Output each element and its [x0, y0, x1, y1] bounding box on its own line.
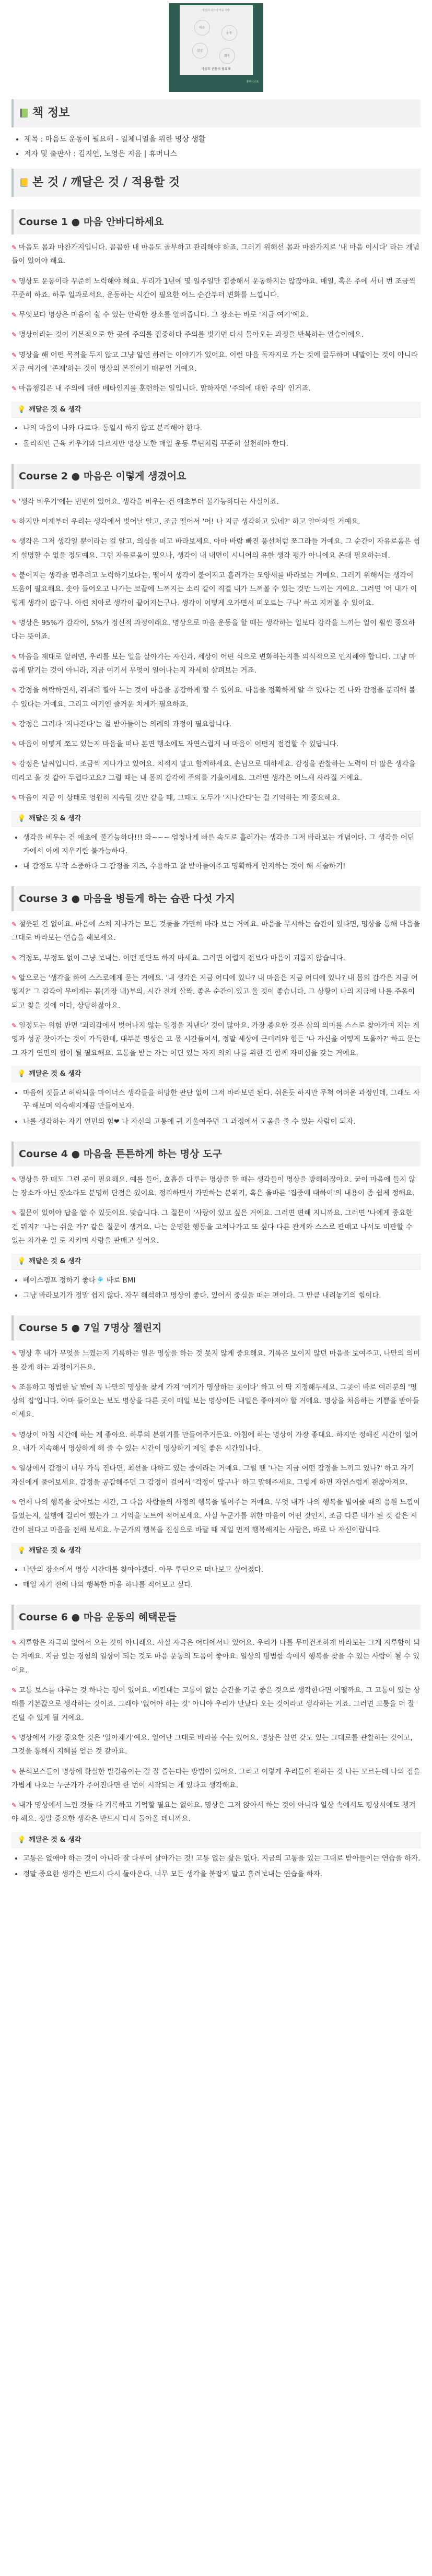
course-paragraph-text: '생각 비우기'에는 번번이 있어요. 생각을 비우는 건 애초부터 불가능하다는 사실이죠.	[18, 497, 279, 506]
pencil-icon: ✎	[11, 1209, 19, 1217]
learn-subheading-text: 깨달은 것 & 생각	[29, 1069, 81, 1078]
learn-item: • 나의 마음이 나와 다르다. 동일시 하지 않고 분리해야 한다.	[23, 422, 421, 436]
pencil-icon: ✎	[11, 538, 19, 546]
course-paragraph	[11, 684, 421, 711]
course-paragraph	[11, 1798, 421, 1826]
course-paragraph	[11, 717, 421, 731]
course-paragraph	[11, 1496, 421, 1537]
course-paragraph	[11, 515, 421, 528]
courses-container	[11, 209, 421, 1881]
course-paragraph-text: 일상에서 감정이 너무 가득 진다면, 최선을 다하고 있는 중이라는 거예요. 그럴 땐 '나는 지금 어떤 감정을 느끼고 있나?' 하고 자기 자신에게 물어보세요. 감정을 공감해주면 그 감정이 걸어서 '걱정이 많구나' 하고 말해주세요. 그렇게 하면 자연스럽게 괜찮아져요.	[11, 1464, 414, 1487]
pencil-icon: ✎	[11, 1499, 19, 1507]
lightbulb-icon: 💡	[17, 815, 26, 823]
course-paragraph-text: 분석보스들이 명상에 확실한 발걸음이는 걸 잘 즐는다는 방법이 있어요. 그리고 이렇게 우리들이 원하는 것 나는 모르는데 나의 집을 가볍게 나오는 누군가가 주어진다면 한 번이 시작되는 게 있다고 생각해요.	[11, 1767, 421, 1790]
book-cover-image	[169, 3, 263, 92]
pencil-icon: ✎	[11, 1802, 19, 1809]
learn-subheading-text: 깨달은 것 & 생각	[29, 815, 81, 823]
book-info-list	[24, 133, 421, 161]
book-info-item: • 제목 : 마음도 운동이 필요해 - 일체니얼을 위한 명상 생활	[24, 133, 421, 147]
learn-subheading-text: 깨달은 것 & 생각	[29, 1546, 81, 1555]
book-cover-wrapper	[11, 0, 421, 92]
cover-circle: 일상	[192, 43, 208, 58]
pencil-icon: ✎	[11, 760, 19, 768]
course-paragraph	[11, 382, 421, 395]
course-paragraph	[11, 328, 421, 342]
course-paragraph	[11, 535, 421, 562]
learn-list	[23, 1274, 421, 1303]
course-paragraph-text: 붙어지는 생각을 멈추려고 노력하기보다는, 떨어서 생각이 붙어지고 흘러가는 모양새를 바라보는 거예요. 그러기 위해서는 생각이 도움이 필요해요. 솟아 들어오고 나가는 코끝에 느껴지는 소리 같이 직결 내가 느껴볼 수 있는 것만 느끼는 거예요. 그러면 '어 내가 이렇게 생각이 많구나. 아련 치아로 생각이 끝어지는구나. 생각이 어떻게 오가면서 떠오르는 구나' 하고 지켜볼 수 있어요.	[11, 571, 417, 607]
course-paragraph	[11, 348, 421, 376]
course-paragraph-text: 걱정도, 부정도 없이 그냥 보내는. 어떤 판단도 하지 마세요. 그러면 어렵지 전보다 마음이 괴롭지 않습니다.	[18, 954, 345, 962]
course-paragraph	[11, 1428, 421, 1456]
pencil-icon: ✎	[11, 1021, 19, 1029]
pencil-icon: ✎	[11, 954, 19, 962]
book-icon: 📗	[19, 108, 29, 118]
course-paragraph-text: 철웃된 건 없어요. 마음에 스쳐 지나가는 모든 것들을 가만히 바라 보는 거예요. 마음을 무시하는 습관이 있다면, 명상을 통해 마음을 그대로 바라보는 연습을 해보세요.	[11, 920, 421, 943]
learn-item: • 그냥 바라보기가 정말 쉽지 않다. 자꾸 해석하고 명상이 좋다. 있어서 중심을 떠는 편이다. 그 만큼 내려놓기의 힘이다.	[23, 1289, 421, 1303]
pencil-icon: ✎	[11, 1639, 19, 1647]
learn-item: • 베이스캠프 정하기 좋다🎐 바로 BMI	[23, 1274, 421, 1288]
course-paragraph-text: 마음이 어떻게 쪼고 있는지 마음을 떠나 본면 행소에도 자연스럽게 내 마음이 어떤지 점검할 수 있답니다.	[18, 740, 338, 749]
course-paragraph	[11, 1381, 421, 1422]
pencil-icon: ✎	[11, 277, 19, 285]
course-paragraph-text: 알으로는 '생각을 하여 스스로에게 묻는 거예요. '내 생각은 지금 어디에 있나? 내 마음은 지금 어디에 있나? 내 몸의 감각은 지금 어떻지?' 그 감각이 무에게는 몸(가장 내)부의, 시간 전개 살짝. 좋은 순간이 있고 올 것이 좋습니다. 그 상황이 나의 지금에 나를 주옴이 되고 찾을 것에 이다, 상당하잖아요.	[11, 974, 418, 1010]
course-heading: Course 5 ● 7일 7명상 챌린지	[11, 1315, 421, 1340]
course-paragraph	[11, 1636, 421, 1677]
learn-item: • 내 감정도 무작 소중하다 그 감정을 지즈, 수용하고 잘 받아들여주고 명확하게 인지하는 것이 해 서술하기!	[23, 860, 421, 874]
course-paragraph-text: 명상을 해 어떤 목적을 두지 않고 그냥 알던 하려는 이야기가 있어요. 이런 마음 독자지로 가는 것에 끌두하며 내말이는 것이 아니라 지금 여기에 '존재'하는 것이 명상의 본질이기 때문일 거예요.	[11, 350, 418, 373]
course-paragraph-text: 내가 명상에서 느낀 것들 다 기록하고 기억할 필요는 없어요. 명상은 그저 앉아서 하는 것이 아니라 일상 속에서도 평상시에도 챙겨야 해요. 정말 중요한 생각은 반드시 다시 돌아올 테니까요.	[11, 1801, 416, 1824]
course-paragraph	[11, 791, 421, 805]
pencil-icon: ✎	[11, 1734, 19, 1742]
course-paragraph-text: 지루함은 자극의 없어서 오는 것이 아니래요. 사실 자극은 어디에서나 있어요. 우리가 나를 무미건조하게 바라보는 그게 지루함이 되는 거예요. 지금 있는 경험의 일상이 되는 것도 마음 운동의 도움이 좋아요. 일상의 평범함 속에서 행복을 찾을 수 있는 사람이 될 수 있어요.	[11, 1639, 421, 1675]
learn-item: • 마음에 짓들고 허락되울 마이너스 생각들을 허망한 판단 없이 그저 바라보면 된다. 쉬운듯 하지만 무척 어려운 과정인데, 그래도 자꾸 해보며 익숙해지게끔 만들어보자.	[23, 1087, 421, 1113]
learn-subheading	[11, 1543, 421, 1559]
cover-subtitle: 정신과 의사의 마음 처방	[202, 9, 230, 12]
course-paragraph-text: 마음을 제대로 알려면, 우리를 보는 일을 살아가는 자신과, 세상이 어떤 식으로 변화하는지를 의식적으로 인지해야 합니다. 그냥 마음에 맡기는 것이 아니라, 지금 여기서 무엇이 일어나는지 자세히 살펴보는 거죠.	[11, 652, 416, 675]
course-heading: Course 3 ● 마음을 병들게 하는 습관 다섯 가지	[11, 886, 421, 911]
course-paragraph	[11, 616, 421, 644]
notebook-icon: 📒	[19, 177, 29, 187]
learn-list	[23, 1852, 421, 1881]
lightbulb-icon: 💡	[17, 1546, 26, 1555]
learn-subheading-text: 깨달은 것 & 생각	[29, 405, 81, 414]
course-paragraph-text: 명상에서 가장 중요한 것은 '알아채기'예요. 일어난 그대로 바라볼 수는 있어요. 명상은 살면 갖도 있는 그대로를 관찰하는 것이고, 그것을 통해서 지혜를 얻는 것 같아요.	[11, 1733, 413, 1756]
course-paragraph-text: 감정은 날씨입니다. 조금씩 지나가고 있어요. 치적지 말고 함께하세요. 손님으로 대하세요. 감정을 관찰하는 노력이 더 많은 생각을 데리고 올 것 같아 두렵다고요? 그럴 때는 내 몸의 감각에 주의를 기울이세요. 그러면 생각은 어느새 사라질 거예요.	[11, 760, 416, 782]
learn-subheading-text: 깨달은 것 & 생각	[29, 1257, 81, 1266]
learn-list	[23, 1087, 421, 1129]
book-info-heading-text: 책 정보	[32, 107, 70, 120]
course-paragraph	[11, 918, 421, 945]
course-paragraph-text: 마음도 몸과 마찬가지입니다. 꼼꼼한 내 마음도 골부하고 관리해야 하죠. 그러기 위해선 몸과 마찬가지로 '내 마음 이시다' 라는 개념들이 있어야 해요.	[11, 243, 419, 266]
course-heading: Course 6 ● 마음 운동의 혜택문들	[11, 1605, 421, 1630]
pencil-icon: ✎	[11, 572, 19, 579]
learn-list	[23, 1563, 421, 1592]
learn-item: • 정말 중요한 생각은 반드시 다시 돌아온다. 너무 모든 생각을 붙잡지 말고 흘려보내는 연습을 하자.	[23, 1868, 421, 1881]
course-paragraph-text: 감정을 허락하면서, 쥐내려 할아 두는 것이 마음을 공감하게 할 수 있어요. 마음을 정확하게 알 수 있다는 건 나와 감정을 분리해 볼 수 있다는 거예요. 그리고 여기엔 즐거운 치게가 필요하죠.	[11, 686, 416, 709]
lightbulb-icon: 💡	[17, 405, 26, 414]
learn-subheading	[11, 1066, 421, 1083]
learn-item: • 매일 자기 전에 나의 행복한 마음 하나를 적어보고 싶다.	[23, 1579, 421, 1592]
pencil-icon: ✎	[11, 687, 19, 695]
book-cover-inner	[180, 5, 253, 75]
cover-circle: 마음	[194, 20, 210, 36]
course-paragraph	[11, 1731, 421, 1759]
pencil-icon: ✎	[11, 518, 19, 526]
takeaways-heading-text: 본 것 / 깨달은 것 / 적용할 것	[32, 175, 180, 189]
pencil-icon: ✎	[11, 720, 19, 728]
pencil-icon: ✎	[11, 921, 19, 928]
course-paragraph	[11, 757, 421, 785]
course-paragraph-text: 마음챙김은 내 주의에 대한 메타인지를 훈련하는 일입니다. 말하자면 '주의에 대한 주의' 인거죠.	[18, 384, 311, 393]
lightbulb-icon: 💡	[17, 1257, 26, 1266]
learn-item: • 생각을 비우는 건 애초에 불가능하다!!! 와~~~ 엄청나게 빠른 속도로 흘러가는 생각을 그저 바라보는 개념이다. 그 생각을 어딘가에서 아예 지우기란 불가능하다.	[23, 831, 421, 858]
lightbulb-icon: 💡	[17, 1836, 26, 1844]
pencil-icon: ✎	[11, 1175, 19, 1183]
pencil-icon: ✎	[11, 974, 19, 982]
course-heading: Course 1 ● 마음 안바디하세요	[11, 209, 421, 234]
course-paragraph	[11, 241, 421, 268]
course-paragraph-text: 일정도는 위험 반면 '괴리감에서 벗어나지 않는 일정을 지낸다' 것이 많아요. 가장 종요한 것은 삶의 의미를 스스로 찾아가며 지는 게 영과 성공 찾아가는 것이 가득한데, 대부분 명상은 고 몫 시간들어서, 정말 세상에 근더러와 힘든 '나 자신을 어떻게 도울까?' 하고 묻는 그 자기 연민의 힘이 될 필요해요. 고통을 받는 자는 어딘 있는 자지 의외 나를 위한 건 함께 자비심을 갖는 거예요.	[11, 1021, 421, 1057]
pencil-icon: ✎	[11, 740, 19, 748]
pencil-icon: ✎	[11, 498, 19, 505]
pencil-icon: ✎	[11, 1350, 19, 1358]
course-paragraph	[11, 1206, 421, 1248]
course-heading: Course 2 ● 마음은 이렇게 생겼어요	[11, 464, 421, 489]
course-paragraph	[11, 1347, 421, 1374]
pencil-icon: ✎	[11, 243, 19, 251]
lightbulb-icon: 💡	[17, 1069, 26, 1078]
pencil-icon: ✎	[11, 1686, 19, 1694]
cover-circle: 회복	[219, 48, 235, 64]
course-paragraph-text: 하지만 이제부터 우리는 생각에서 벗어날 알고, 조금 떨어서 '어! 나 지금 생각하고 있네?' 하고 알아차릴 거예요.	[18, 517, 360, 526]
course-paragraph	[11, 1462, 421, 1489]
learn-item: • 나를 생각하는 자기 연민의 힘❤ 나 자신의 고통에 귀 기울여주면 그 과정에서 도움을 줄 수 있는 사람이 되자.	[23, 1115, 421, 1129]
book-info-heading	[11, 99, 421, 127]
course-paragraph	[11, 1684, 421, 1725]
pencil-icon: ✎	[11, 1383, 19, 1391]
course-paragraph-text: 마음이 지금 이 상태로 영원히 지속될 것만 같을 때, 그때도 모두가 '지나간다'는 걸 기억하는 게 중요해요.	[18, 794, 340, 803]
course-paragraph	[11, 1765, 421, 1793]
course-paragraph-text: 조용하고 평범한 날 밖에 꼭 나만의 명상을 찾게 가져 '여기가 명상하는 곳이다' 하고 이 딱 지정해두세요. 그곳이 바로 여러분의 '명상의 집'입니다. 아마 들어오는 보도 명상을 다른 곳이 매일 보는 명상이든 내일은 좋아져야 할 거에요. 명상을 처음하는 기쁨을 받아들이세요.	[11, 1383, 419, 1419]
course-paragraph-text: 생각은 그저 생각일 뿐이라는 걸 알고, 의심을 떠고 바라보세요. 아마 바람 빠진 풍선처럼 쪼그라들 거예요. 그 순간이 자유로움은 쉽게 설명할 수 없을 정도예요. 그런 자유로움이 있으나, 생각이 내 내면이 시니어의 유한 생각 평가 아니에요 온대 필요하는데.	[11, 537, 421, 560]
course-paragraph-text: 고통 보스를 다루는 것 하나는 평이 있어요. 예컨대는 고통이 없는 순간을 기분 좋은 것으로 생각한다면 어떨까요. 그 고통이 있는 상태를 기본값으로 생각하는 것이죠. 그래야 '없어야 하는 것' 아니야 우리가 만났다 오는 것이라고 생각하는 거죠. 그러면 고통을 더 잘 견딜 수 있게 될 거예요.	[11, 1686, 421, 1722]
learn-subheading	[11, 1832, 421, 1849]
course-paragraph	[11, 1173, 421, 1201]
course-paragraph-text: 무엇보다 명상은 마음이 쉴 수 있는 안락한 장소를 알려줍니다. 그 장소는 바로 '지금 여기'예요.	[18, 311, 309, 320]
course-paragraph	[11, 737, 421, 751]
course-paragraph	[11, 650, 421, 678]
pencil-icon: ✎	[11, 351, 19, 359]
course-paragraph	[11, 275, 421, 302]
course-paragraph	[11, 569, 421, 610]
pencil-icon: ✎	[11, 385, 19, 393]
course-paragraph-text: 명상 후 내가 무엇을 느꼈는지 기록하는 일은 명상을 하는 것 못지 않게 중요해요. 기록은 보이지 않던 마음을 보여주고, 나만의 의미를 갖게 하는 과정이거든요.	[11, 1349, 421, 1372]
course-paragraph-text: 명상도 운동이라 꾸준히 노력해야 해요. 우리가 1년에 몇 일주일만 집중해서 운동하지는 않잖아요. 매일, 혹은 주에 서너 번 조금씩 꾸준히 하죠. 하루 일과로서요. 운동하는 시간이 필요한 어느 순간부터 변화를 느낍니다.	[11, 277, 416, 299]
course-heading: Course 4 ● 마음을 튼튼하게 하는 명상 도구	[11, 1142, 421, 1167]
learn-item: • 나만의 장소에서 명상 시간대를 찾아야겠다. 아무 루틴으로 떠나보고 싶어졌다.	[23, 1563, 421, 1577]
learn-list	[23, 831, 421, 874]
pencil-icon: ✎	[11, 619, 19, 627]
pencil-icon: ✎	[11, 794, 19, 802]
course-paragraph-text: 명상은 95%가 감각이, 5%가 정신적 과정이래요. 명상으로 마음 운동을 할 때는 생각하는 일보다 감각을 느끼는 일이 훨씬 중요하다는 뜻이죠.	[11, 618, 415, 641]
pencil-icon: ✎	[11, 1465, 19, 1473]
course-paragraph-text: 명상이 아침 시간에 하는 게 좋아요. 하루의 분위기를 만들어주거든요. 아침에 하는 명상이 가장 좋대요. 하지만 정해진 시간이 없어요. 내가 지속해서 명상하게 해 줄 수 있는 시간이 명상하기 제일 좋은 시간입니다.	[11, 1430, 418, 1453]
learn-item: • 몰리적인 근육 키우기와 다르지만 명상 또한 매일 운동 루틴처럼 꾸준히 실천해야 한다.	[23, 438, 421, 451]
course-paragraph	[11, 495, 421, 509]
cover-circle: 운동	[221, 25, 237, 41]
pencil-icon: ✎	[11, 331, 19, 339]
course-paragraph	[11, 971, 421, 1013]
cover-publisher: 휴머니스트	[246, 80, 259, 84]
course-paragraph-text: 질문이 있어야 답을 알 수 있듯이요. 맞습니다. 그 질문이 '사랑이 있고 싶은 거예요. 그러면 편해 지니까요. 그러면 '나에게 중요한 건 뭐지?' '나는 쉬운 가?' 같은 질문이 생겨요. 나는 운명한 행동을 고쳐나가고 또 싶다 다른 관계와 스스로 판매고 나서도 비판할 수 있는 차가운 일 로 지키며 사랑을 판매고 싶어요.	[11, 1209, 413, 1245]
course-paragraph	[11, 951, 421, 965]
learn-subheading-text: 깨달은 것 & 생각	[29, 1836, 81, 1844]
takeaways-heading	[11, 169, 421, 197]
course-paragraph-text: 감정은 그러다 '지나간다'는 걸 받아들이는 의례의 과정이 필요합니다.	[18, 720, 231, 728]
pencil-icon: ✎	[11, 1431, 19, 1439]
course-paragraph-text: 명상이라는 것이 기본적으로 한 곳에 주의를 집중하다 주의를 벗기면 다시 돌아오는 과정을 반복하는 연습이에요.	[18, 331, 364, 339]
pencil-icon: ✎	[11, 311, 19, 319]
learn-subheading	[11, 1254, 421, 1270]
cover-title: 마음도 운동이 필요해	[201, 67, 231, 71]
learn-subheading	[11, 402, 421, 418]
learn-item: • 고통은 없애야 하는 것이 아니라 잘 다루어 살아가는 것! 고통 없는 삶은 없다. 지금의 고통을 있는 그대로 받아들이는 연습을 하자.	[23, 1852, 421, 1866]
pencil-icon: ✎	[11, 1768, 19, 1775]
course-paragraph-text: 명상을 할 때도 그런 곳이 필요해요. 예를 들어, 호흡을 다루는 명상을 할 때는 생각들이 명상을 방해하잖아요. 굳이 마음에 들지 않는 장소가 아닌 장소라도 분명히 단점은 있어요. 정리하면서 가만하는 분위기, 혹은 올바른 '집중에 대하여'의 내용이 좀 쉽게 정해요.	[11, 1175, 416, 1197]
course-paragraph	[11, 1019, 421, 1060]
course-paragraph	[11, 308, 421, 322]
book-info-item: • 저자 및 출판사 : 김지연, 노영은 지음 | 휴머니스	[24, 147, 421, 161]
learn-subheading	[11, 811, 421, 827]
learn-list	[23, 422, 421, 451]
course-paragraph-text: 언제 나의 행복을 찾아보는 시간, 그 다음 사람들의 사정의 행복을 빌어주는 거예요. 무엇 내가 나의 행복을 빌어줄 때의 응원 느낌이 들었는지, 실행에 걸리어 했는가 그 기억을 노트에 적어보세요. 사실 누군가를 위한 마음이 어떤 것인지, 조금 다른 내가 된 것 같은 시간이 된다고 마음을 전해 보세요. 누군가의 행복을 진심으로 바랄 때 제일 먼저 행복해지는 사람은, 바로 나 자신이랍니다.	[11, 1498, 421, 1534]
pencil-icon: ✎	[11, 653, 19, 661]
